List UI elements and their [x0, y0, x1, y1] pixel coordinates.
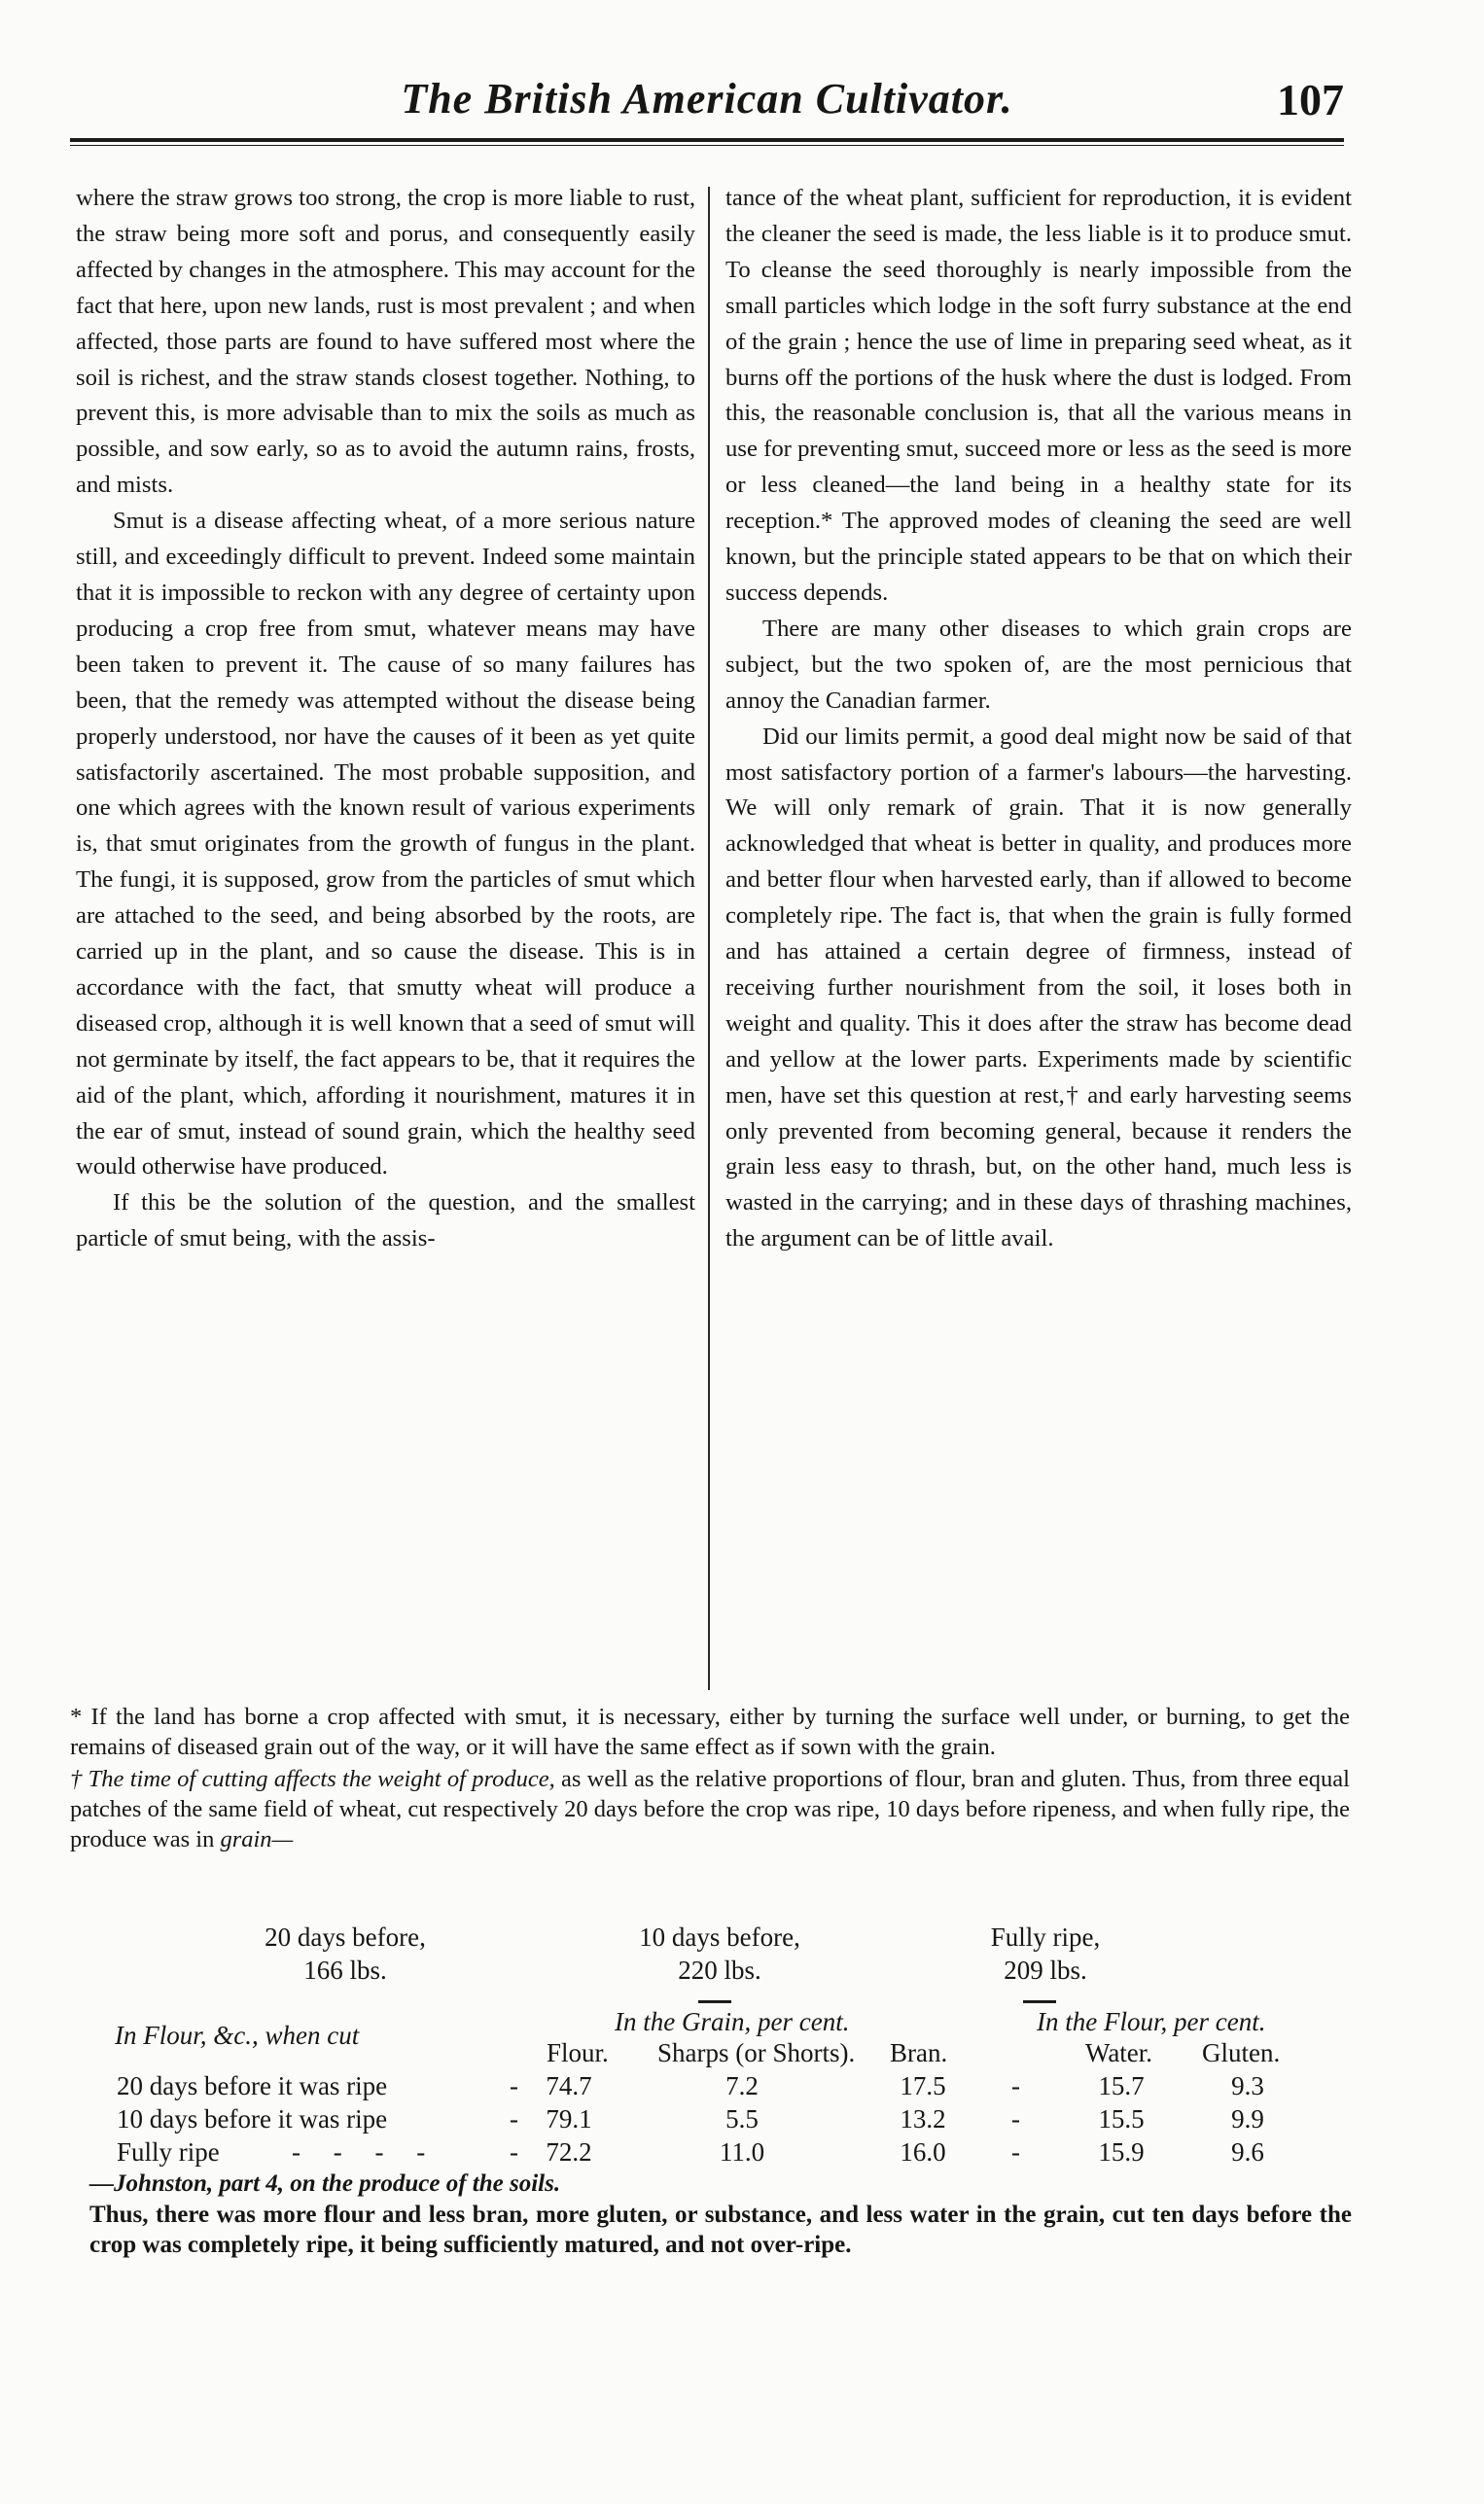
weight-label: Fully ripe,	[990, 1922, 1101, 1952]
paragraph-cleaning: tance of the wheat plant, sufficient for reproduction, it is evident the cleaner the seed is made, the less liable is it to produce smut. To cleanse the seed thoroughly is nearly impossible from the small particles which lodge in the soft furry substance at the end of the grain ; hence the use of lime in preparing seed wheat, as it burns off the portions of the husk where the dust is lodged. From this, the reasonable conclusion is, that all the various means in use for preventing smut, succeed more or less as the seed is more or less cleaned—the land being in a healthy state for its reception.* The approved modes of cleaning the seed are well known, but the principle stated appears to be that on which their success depends.	[725, 185, 1352, 606]
grain-weights	[0, 1921, 1484, 1994]
closing-paragraph	[89, 2200, 1352, 2260]
footnote-body: as well as the relative proportions of flour, bran and gluten. Thus, from three equal patches of the same field of wheat, cut respectively 20 days before the crop was ripe, 10 days before ripeness, and when fully ripe, the produce was in	[70, 1766, 1350, 1852]
paragraph-rust: where the straw grows too strong, the crop is more liable to rust, the straw being more soft and porus, and consequently easily affected by changes in the atmosphere. This may account for the fact that here, upon new lands, rust is most prevalent ; and when affected, those parts are found to have suffered most where the soil is richest, and the straw stands closest together. Nothing, to prevent this, is more advisable than to mix the soils as much as possible, and sow early, so as to avoid the autumn rains, frosts, and mists.	[76, 185, 695, 499]
weight-value: 220 lbs.	[678, 1956, 761, 1985]
cell-bran: 13.2	[900, 2104, 946, 2134]
col-sharps-header: Sharps (or Shorts).	[657, 2038, 856, 2067]
footnotes	[70, 1702, 1350, 1854]
cell-bran: 17.5	[900, 2071, 946, 2100]
table-row-header: In Flour, &c., when cut	[115, 2021, 360, 2050]
column-divider	[708, 187, 710, 1690]
row-label: 20 days before it was ripe	[117, 2071, 388, 2100]
journal-title: The British American Cultivator.	[401, 75, 1013, 123]
footnote-cutting	[70, 1764, 1350, 1854]
closing-text: Thus, there was more flour and less bran, more gluten, or substance, and less water in the grain, cut ten days before the crop was completely ripe, it being sufficiently matured, and not over-ripe.	[89, 2202, 1352, 2258]
row-leader: -	[510, 2071, 518, 2100]
weight-20-days	[224, 1921, 467, 1987]
cell-sharps: 11.0	[719, 2137, 765, 2167]
footnote-land: * If the land has borne a crop affected with smut, it is necessary, either by turning the surface well under, or burning, to get the remains of diseased grain out of the way, or it will have the same effect as if sown with the grain.	[70, 1704, 1350, 1760]
source-citation: —Johnston, part 4, on the produce of the soils.	[89, 2170, 561, 2197]
cell-flour: 72.2	[546, 2137, 592, 2167]
row-leader: -	[1011, 2104, 1020, 2134]
row-label: Fully ripe	[117, 2137, 220, 2167]
grain-header: In the Grain, per cent.	[615, 2007, 850, 2036]
body-columns	[76, 181, 1352, 1696]
separator-dash	[1023, 2000, 1056, 2003]
paragraph-harvesting: Did our limits permit, a good deal might now be said of that most satisfactory portion of a farmer's labours—the harvesting. We will only remark of grain. That it is now generally acknowledged that wheat is better in quality, and produces more and better flour when harvested early, than if allowed to become completely ripe. The fact is, that when the grain is fully formed and has attained a certain degree of firmness, instead of receiving further nourishment from the soil, it loses both in weight and quality. This it does after the straw has become dead and yellow at the lower parts. Experiments made by scientific men, have set this question at rest,† and early harvesting seems only prevented from becoming general, because it renders the grain less easy to thrash, but, on the other hand, much less is wasted in the carrying; and in these days of thrashing machines, the argument can be of little avail.	[725, 723, 1352, 1252]
row-label: 10 days before it was ripe	[117, 2104, 388, 2134]
header-rule-thin	[70, 145, 1344, 146]
cell-gluten: 9.3	[1231, 2071, 1264, 2100]
paragraph-diseases: There are many other diseases to which grain crops are subject, but the two spoken of, are the most pernicious that annoy the Canadian farmer.	[725, 615, 1352, 714]
col-bran-header: Bran.	[890, 2038, 948, 2067]
weight-value: 166 lbs.	[303, 1956, 387, 1985]
footnote-end: grain—	[220, 1826, 294, 1852]
right-column	[725, 181, 1352, 1257]
cell-bran: 16.0	[900, 2137, 946, 2167]
cell-sharps: 7.2	[725, 2071, 759, 2100]
cell-water: 15.9	[1098, 2137, 1145, 2167]
row-leader: -	[1011, 2071, 1020, 2100]
left-column	[76, 181, 695, 1257]
col-flour-header: Flour.	[547, 2038, 609, 2067]
paragraph-smut: Smut is a disease affecting wheat, of a more serious nature still, and exceedingly difficult to prevent. Indeed some maintain that it is impossible to reckon with any degree of certainty upon producing a crop free from smut, whatever means may have been taken to prevent it. The cause of so many failures has been, that the remedy was attempted without the disease being properly understood, nor have the causes of it been as yet quite satisfactorily ascertained. The most probable supposition, and one which agrees with the known result of various experiments is, that smut originates from the growth of fungus in the plant. The fungi, it is supposed, grow from the particles of smut which are attached to the seed, and being absorbed by the roots, are carried up in the plant, and so cause the disease. This is in accordance with the fact, that smutty wheat will produce a diseased crop, although it is well known that a seed of smut will not germinate by itself, the fact appears to be, that it requires the aid of the plant, which, affording it nourishment, matures it in the ear of smut, instead of sound grain, which the healthy seed would otherwise have produced.	[76, 508, 695, 1181]
cell-flour: 74.7	[546, 2071, 592, 2100]
col-gluten-header: Gluten.	[1202, 2038, 1281, 2067]
row-leader: -	[1011, 2137, 1020, 2167]
row-leader: -	[510, 2137, 518, 2167]
cell-water: 15.7	[1098, 2071, 1145, 2100]
cell-gluten: 9.6	[1231, 2137, 1264, 2167]
weight-value: 209 lbs.	[1004, 1956, 1087, 1985]
cell-flour: 79.1	[546, 2104, 592, 2134]
page-number: 107	[1277, 75, 1344, 124]
row-leader: - - - -	[292, 2137, 426, 2167]
weight-fully-ripe	[934, 1921, 1157, 1987]
row-leader: -	[510, 2104, 518, 2134]
cell-gluten: 9.9	[1231, 2104, 1264, 2134]
page-header	[70, 74, 1344, 152]
cell-water: 15.5	[1098, 2104, 1145, 2134]
cell-sharps: 5.5	[725, 2104, 759, 2134]
weight-10-days	[583, 1921, 856, 1987]
produce-table	[0, 2005, 1484, 2190]
paragraph-solution: If this be the solution of the question, and the smallest particle of smut being, with the assis-	[76, 1189, 695, 1252]
col-water-header: Water.	[1085, 2038, 1153, 2067]
header-rule	[70, 138, 1344, 142]
separator-dash	[698, 2000, 731, 2003]
weight-label: 20 days before,	[265, 1922, 426, 1952]
weight-label: 10 days before,	[639, 1922, 800, 1952]
footnote-lead: † The time of cutting affects the weight of produce,	[70, 1766, 555, 1792]
flour-header: In the Flour, per cent.	[1037, 2007, 1266, 2036]
